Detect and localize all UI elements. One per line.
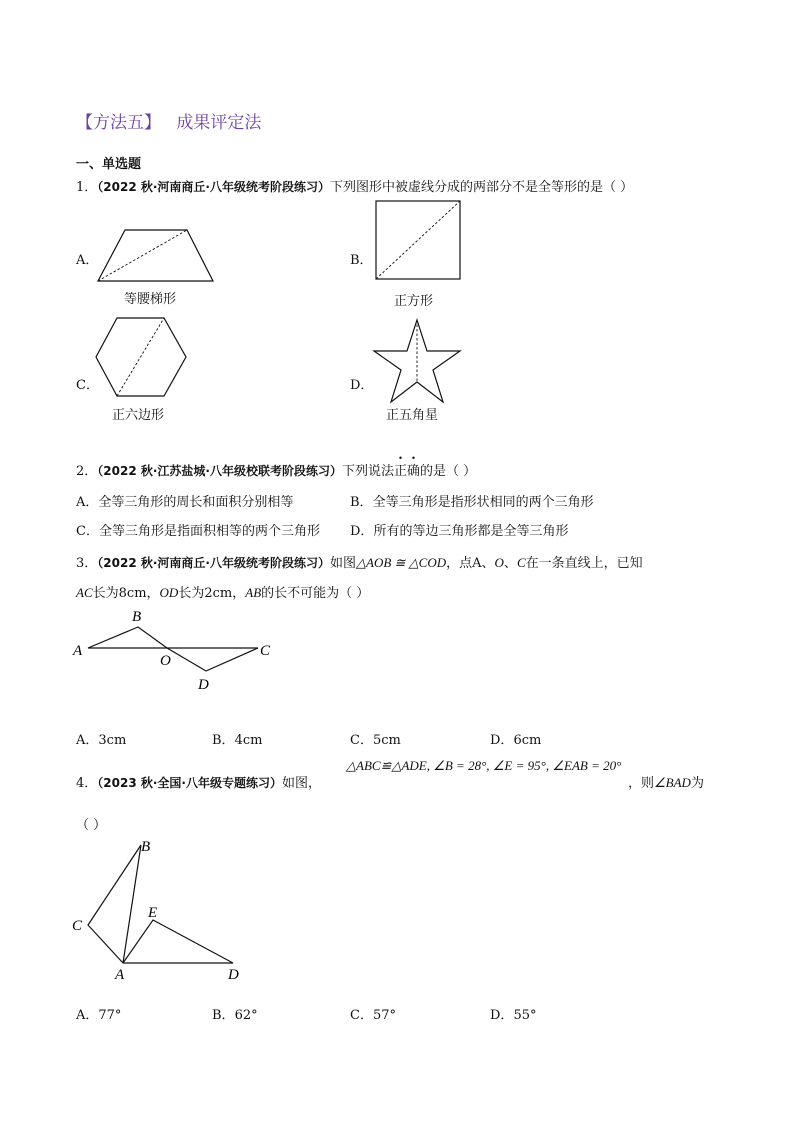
emphasis-char: 确 xyxy=(407,464,421,479)
question-4-stem-end: ，则∠BAD为 xyxy=(628,775,704,791)
question-number: 2． xyxy=(76,464,98,479)
point-label-c: C xyxy=(260,643,271,659)
option-caption: 等腰梯形 xyxy=(124,292,177,307)
option-a: A．3cm xyxy=(76,733,127,748)
option-d: D．55° xyxy=(490,1008,537,1023)
question-4-stem: 4．（2023 秋·全国·八年级专题练习）如图， xyxy=(76,776,321,791)
question-3-stem: 3．（2022 秋·河南商丘·八年级统考阶段练习）如图△AOB ≅ △COD，点A、O、C在一条直线上，已知 xyxy=(76,555,643,571)
point-label-b: B xyxy=(141,839,151,855)
condition-expression: △ABC≌△ADE, ∠B = 28°, ∠E = 95°, ∠EAB = 20° xyxy=(346,758,622,773)
option-b: B．全等三角形是指形状相同的两个三角形 xyxy=(350,495,594,510)
point-label-c: C xyxy=(72,918,83,934)
option-a: A．全等三角形的周长和面积分别相等 xyxy=(76,495,294,510)
part-title: 一、单选题 xyxy=(76,157,142,172)
option-caption: 正六边形 xyxy=(112,408,165,423)
method-title: 成果评定法 xyxy=(176,113,262,133)
question-text: 的是（ ） xyxy=(420,464,477,479)
emphasis-char: 正 xyxy=(394,464,408,479)
isosceles-trapezoid-figure xyxy=(95,225,220,285)
answer-paren: （ ） xyxy=(76,818,107,833)
question-3-stem-line2: AC长为8cm，OD长为2cm，AB的长不可能为（ ） xyxy=(76,585,370,601)
question-1-stem xyxy=(76,176,633,195)
point-label-a: A xyxy=(115,967,125,983)
option-letter: C． xyxy=(76,378,99,393)
question-2-stem xyxy=(76,460,476,479)
option-c: C．全等三角形是指面积相等的两个三角形 xyxy=(76,524,320,539)
angle-expression: ∠BAD xyxy=(654,775,691,790)
point-label-e: E xyxy=(148,905,158,921)
option-letter: B． xyxy=(350,253,373,268)
option-b: B．62° xyxy=(212,1008,258,1023)
regular-hexagon-figure xyxy=(94,316,189,400)
option-c: C．5cm xyxy=(350,733,401,748)
method-label: 【方法五】 xyxy=(76,113,161,133)
question-source: （2022 秋·河南商丘·八年级统考阶段练习） xyxy=(97,180,330,194)
question-text: 下列说法 xyxy=(341,464,394,479)
five-pointed-star-figure xyxy=(372,318,464,406)
option-c: C．57° xyxy=(350,1008,396,1023)
question-source: （2022 秋·江苏盐城·八年级校联考阶段练习） xyxy=(97,464,342,478)
congruence-expression: △AOB ≅ △COD xyxy=(356,555,447,570)
triangles-aob-cod-figure xyxy=(70,605,290,695)
point-label-o: O xyxy=(160,653,171,669)
point-label-b: B xyxy=(132,609,142,625)
option-letter: D． xyxy=(350,378,374,393)
option-b: B．4cm xyxy=(212,733,263,748)
question-source: （2023 秋·全国·八年级专题练习） xyxy=(97,776,282,790)
option-caption: 正五角星 xyxy=(386,408,439,423)
option-d: D．6cm xyxy=(490,733,542,748)
option-caption: 正方形 xyxy=(394,294,434,309)
triangles-abc-ade-figure xyxy=(70,835,260,985)
question-source: （2022 秋·河南商丘·八年级统考阶段练习） xyxy=(97,556,330,570)
point-label-d: D xyxy=(228,967,239,983)
option-d: D．所有的等边三角形都是全等三角形 xyxy=(350,524,569,539)
point-label-a: A xyxy=(73,643,83,659)
option-letter: A． xyxy=(76,253,99,268)
question-number: 1． xyxy=(76,180,98,195)
point-label-d: D xyxy=(198,677,209,693)
question-text: 下列图形中被虚线分成的两部分不是全等形的是（ ） xyxy=(329,180,634,195)
option-a: A．77° xyxy=(76,1008,122,1023)
square-figure xyxy=(375,200,465,282)
section-heading xyxy=(76,108,261,133)
